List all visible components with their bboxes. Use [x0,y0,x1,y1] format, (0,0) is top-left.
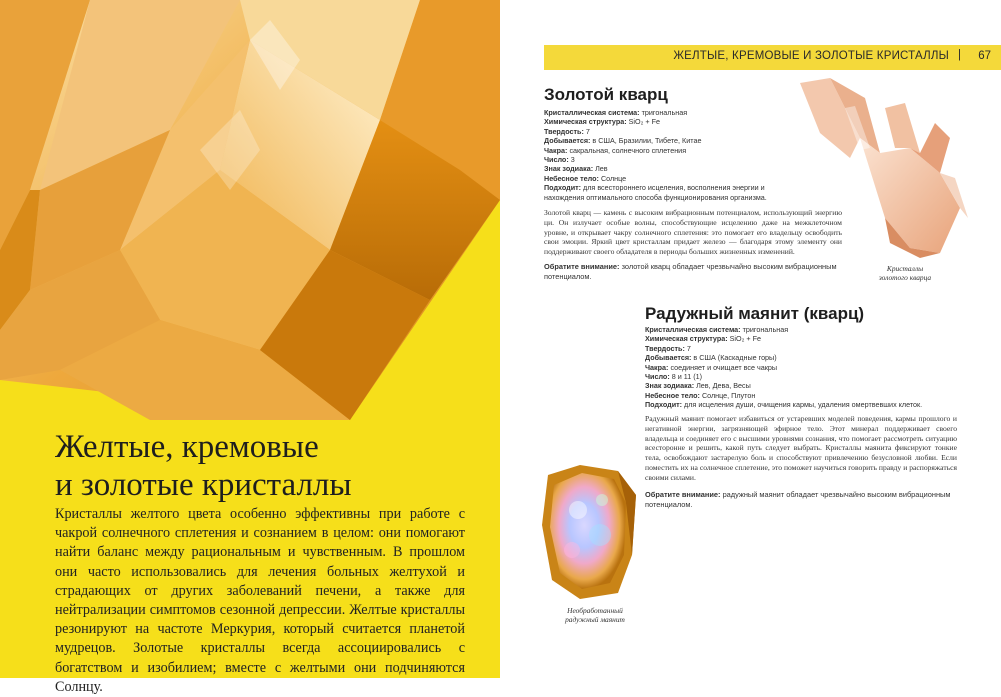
golden-quartz-description: Золотой кварц — камень с высоким вибрационным потенциалом, использующий энергию ци. Он излучает особые волны, способствующие исцелению даже на межклеточном уровне, и открывает чакру солнечного сплетения: это помогает его владельцу освободить свои эмоции. Яркий цвет кристаллам придает железо — благодаря этому элементу они поддерживают своего обладателя в периоды больших жизненных изменений. [544,208,842,257]
chapter-title-line1: Желтые, кремовые [55,429,319,465]
property-row: Твердость: 7 [544,126,590,136]
running-header-separator: | [958,49,961,61]
property-row: Добывается: в США (Каскадные горы) [645,353,777,363]
section-title-rainbow-mayanite: Радужный маянит (кварц) [645,304,865,323]
property-row: Небесное тело: Солнце, Плутон [645,390,756,400]
rainbow-mayanite-properties [645,325,965,410]
property-row: Подходит: для всестороннего исцеления, восполнения энергии и нахождения оптимального способа функционирования организма. [544,183,767,202]
property-row: Химическая структура: SiO₂ + Fe [544,117,660,127]
rainbow-mayanite-note: Обратите внимание: радужный маянит обладает чрезвычайно высоким вибрационным потенциалом. [645,490,951,509]
rainbow-mayanite-caption: Необработанный радужный маянит [565,606,625,624]
property-row: Добывается: в США, Бразилии, Тибете, Китае [544,136,702,146]
golden-quartz-image [790,78,970,263]
property-row: Знак зодиака: Лев, Дева, Весы [645,381,751,391]
property-row: Небесное тело: Солнце [544,173,627,183]
right-page [500,0,1001,678]
property-row: Чакра: сакральная, солнечного сплетения [544,145,687,155]
yellow-crystal-photo [0,0,500,420]
property-row: Кристаллическая система: тригональная [645,325,789,334]
running-header-title: ЖЕЛТЫЕ, КРЕМОВЫЕ И ЗОЛОТЫЕ КРИСТАЛЛЫ [673,50,949,62]
golden-quartz-properties [544,108,804,202]
running-header [544,45,1001,70]
property-row: Химическая структура: SiO₂ + Fe [645,334,761,344]
property-row: Подходит: для исцеления души, очищения кармы, удаления омертвевших клеток. [645,400,923,410]
rainbow-mayanite-image [540,465,640,600]
left-page [0,0,500,695]
golden-quartz-caption: Кристаллы золотого кварца [878,264,932,282]
property-row: Кристаллическая система: тригональная [544,108,688,117]
property-row: Чакра: соединяет и очищает все чакры [645,362,778,372]
property-row: Число: 8 и 11 (1) [645,372,702,382]
page-number: 67 [978,50,991,62]
property-row: Твердость: 7 [645,343,691,353]
property-row: Число: 3 [544,155,575,165]
chapter-title [55,428,475,504]
chapter-title-line2: и золотые кристаллы [55,467,352,503]
golden-quartz-note: Обратите внимание: золотой кварц обладает чрезвычайно высоким вибрационным потенциалом. [544,262,837,281]
chapter-intro: Кристаллы желтого цвета особенно эффективны при работе с чакрой солнечного сплетения и сознанием в целом: они помогают найти баланс между рациональным и чувственным. В прошлом они часто использовались для лечения больных желтухой и страдающих от других заболеваний печени, а также для нейтрализации симптомов сезонной депрессии. Желтые кристаллы резонируют на частоте Меркурия, который считается планетой мудрецов. Золотые кристаллы всегда ассоциировались с богатством и изобилием; вместе с желтыми они подчиняются Солнцу. [55,506,465,695]
section-title-golden-quartz: Золотой кварц [544,85,668,104]
rainbow-mayanite-description: Радужный маянит помогает избавиться от устаревших моделей поведения, кармы прошлого и негативной энергии, загрязняющей эфирное тело. Этот минерал поддерживает своего владельца и соединяет его с высшими уровнями сознания, что помогает рассмотреть ситуацию всесторонне и решить, какой путь следует выбрать. Кристаллы маянита фиксируют тонкие тела, освобождают застарелую боль и способствуют привлечению безусловной любви. Если поместить их на солнечное сплетение, это поможет научиться говорить правду и распоряжаться своими силами. [645,414,957,482]
property-row: Знак зодиака: Лев [544,164,608,174]
